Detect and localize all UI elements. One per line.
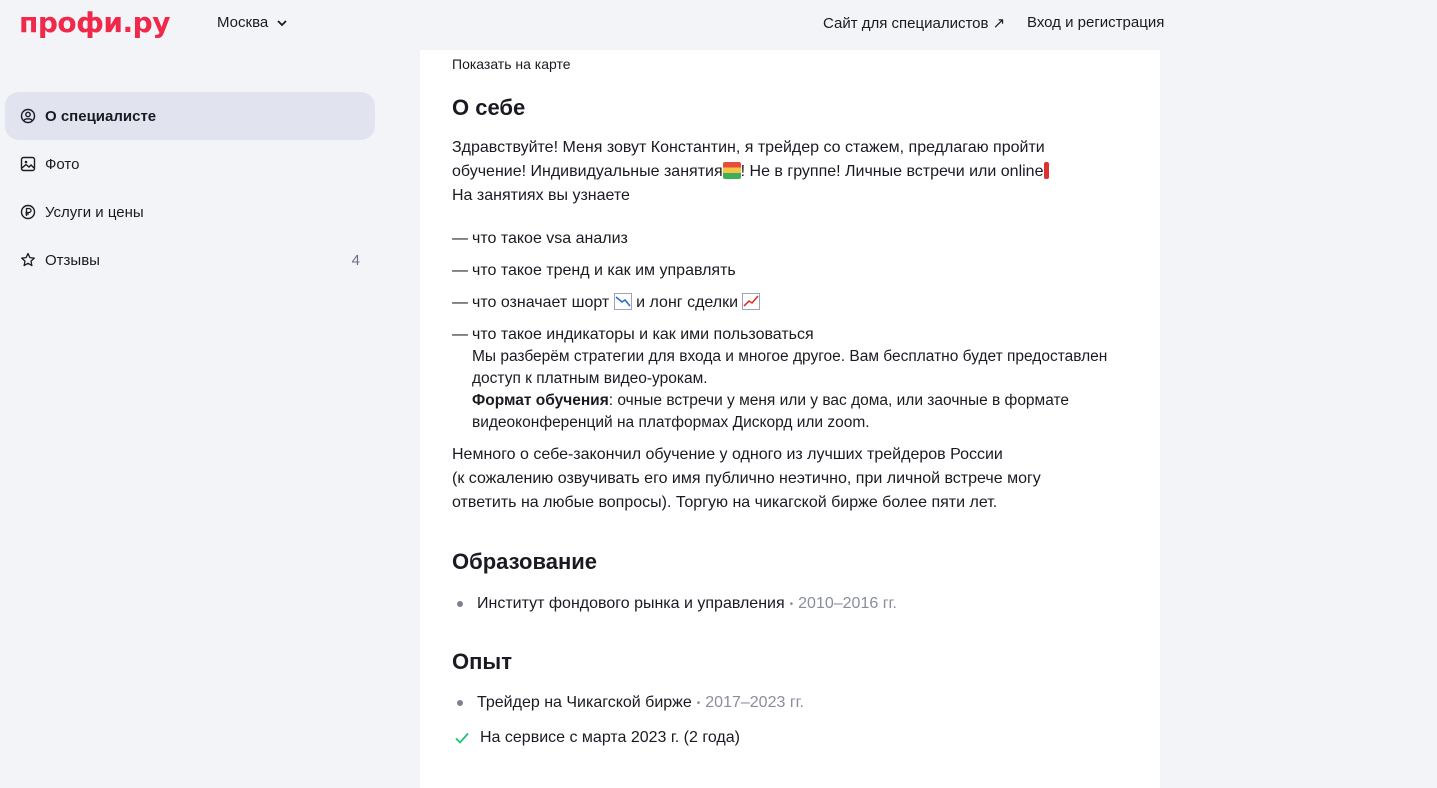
check-icon [454,730,470,746]
education-title: Образование [452,549,597,574]
more-line: ответить на любые вопросы). Торгую на чикагской бирже более пяти лет. [452,494,998,511]
experience-item [452,694,804,712]
sidebar-item-services[interactable] [5,188,375,236]
star-icon [20,252,36,268]
education-name: Институт фондового рынка и управления [477,595,785,612]
education-period: 2010–2016 гг. [798,595,897,612]
experience-period: 2017–2023 гг. [705,694,804,711]
image-icon [20,156,36,172]
show-on-map-link[interactable]: Показать на карте [452,56,571,72]
chart-increasing-icon [742,293,760,310]
reviews-count: 4 [351,251,360,269]
dash: — [452,294,468,311]
education-item [452,595,897,613]
list-item-text [472,324,1132,434]
longs-text: и лонг сделки [631,294,743,311]
intro-line [452,160,1132,184]
bullet-dot [457,700,463,706]
shorts-text: что означает шорт [472,294,614,311]
list-item-text [472,292,1132,314]
books-emoji-icon [723,162,741,179]
about-more [452,443,1132,515]
profi-logo[interactable]: профи.ру [19,6,170,39]
sidebar-item-photo[interactable] [5,140,375,188]
intro-text: обучение! Индивидуальные занятия [452,163,723,180]
sidebar-item-about[interactable] [5,92,375,140]
strategies-text: Мы разберём стратегии для входа и многое другое. Вам бесплатно будет предоставлен доступ к платным видео-урокам. [472,348,1108,387]
specialist-profile-card [420,50,1160,788]
experience-name: Трейдер на Чикагской бирже [477,694,692,711]
city-label: Москва [217,14,269,31]
list-item-text: что такое vsa анализ [472,230,628,247]
separator: • [789,598,794,610]
intro-text: ! Не в группе! Личные встречи или online [740,163,1044,180]
sidebar-item-label: Услуги и цены [45,203,144,221]
list-item [452,228,1132,250]
chevron-down-icon [276,17,288,29]
on-service-item [452,729,740,747]
chart-decreasing-icon [614,293,632,310]
separator: • [696,697,701,709]
about-intro [452,136,1132,208]
user-circle-icon [20,108,36,124]
list-item-text: что такое тренд и как им управлять [472,262,736,279]
sidebar-item-label: Отзывы [45,251,100,269]
top-header [0,0,1437,46]
specialists-site-link[interactable]: Сайт для специалистов ↗ [823,15,1006,32]
bullet-dot [457,601,463,607]
list-item [452,292,1132,314]
sidebar-item-label: Фото [45,155,80,173]
intro-line: На занятиях вы узнаете [452,187,630,204]
sidebar-item-label: О специалисте [45,107,157,125]
dash: — [452,230,468,247]
format-text [472,390,1132,434]
more-line: (к сожалению озвучивать его имя публично неэтично, при личной встрече могу [452,470,1041,487]
on-service-text: На сервисе с марта 2023 г. (2 года) [480,729,740,746]
exclamation-emoji-icon [1044,162,1049,179]
sidebar-item-reviews[interactable] [5,236,375,284]
more-line: Немного о себе-закончил обучение у одного из лучших трейдеров России [452,446,1003,463]
format-description: : очные встречи у меня или у вас дома, или заочные в формате видеоконференций на платформах Дискорд или zoom. [472,392,1070,431]
indicators-text: что такое индикаторы и как ими пользоваться [472,326,814,343]
experience-title: Опыт [452,649,512,674]
about-title: О себе [452,95,526,120]
ruble-icon [20,204,36,220]
dash: — [452,262,468,279]
city-selector[interactable] [217,14,288,31]
login-register-link[interactable]: Вход и регистрация [1027,14,1165,31]
list-item [452,260,1132,282]
list-item [452,324,1132,434]
dash: — [452,326,468,343]
intro-line: Здравствуйте! Меня зовут Константин, я трейдер со стажем, предлагаю пройти [452,139,1045,156]
format-label: Формат обучения [472,392,609,409]
